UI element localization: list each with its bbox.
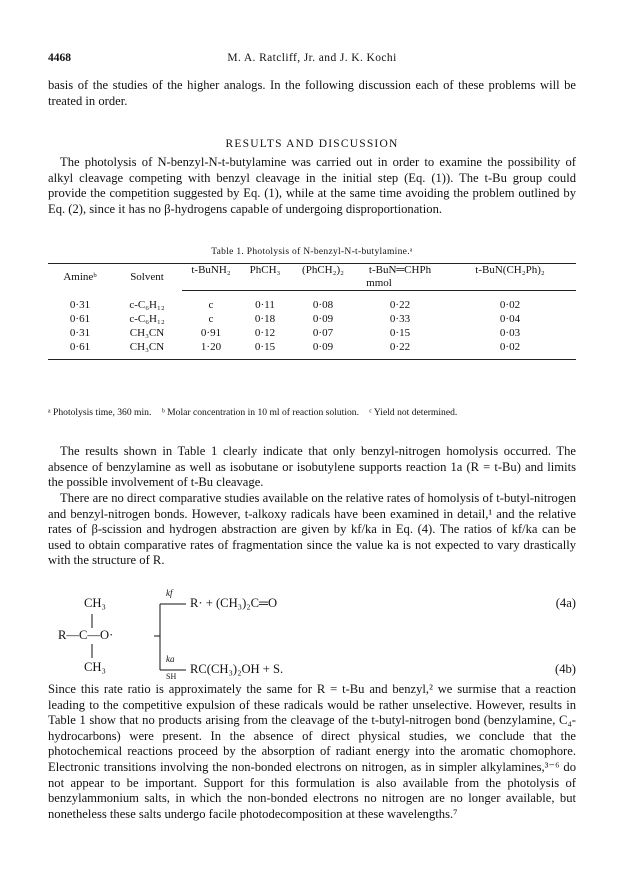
table-cell: 0·02	[444, 340, 576, 360]
equation-4a: (4a)	[555, 596, 576, 610]
table-cell: 0·07	[312, 327, 334, 339]
section-title: RESULTS AND DISCUSSION	[225, 138, 399, 150]
table-cell: 0·12	[254, 327, 276, 339]
table-row	[48, 340, 576, 360]
reaction-scheme	[48, 588, 576, 681]
col-tbunh2: t-BuNH₂	[182, 264, 240, 278]
col-phch2-2: (PhCH₂)₂	[290, 264, 356, 278]
table-cell: 0·22	[356, 340, 444, 360]
table-cell: 0·31	[69, 327, 91, 339]
table-cell: 0·15	[389, 327, 411, 339]
table-cell: 0·08	[312, 299, 334, 311]
table-cell: 0·61	[48, 340, 112, 360]
alkoxy-radical: R—C—O·	[58, 628, 114, 642]
equation-4b: (4b)	[555, 662, 576, 676]
paragraph-photolysis: The photolysis of N-benzyl-N-t-butylamine was carried out in order to examine the possibility of alkyl cleavage competing with benzyl cleavage in the initial step (Eq. (1)). The t-Bu group could provide the competition suggested by Eq. (1), while at the same time avoiding the problem outlined by Eq. (2), since it has no β-hydrogens capable of undergoing disproportionation.	[48, 155, 576, 216]
intro-paragraph: basis of the studies of the higher analogs. In the following discussion each of these problems will be treated in order.	[48, 78, 576, 108]
footnote-b: ᵇ Molar concentration in 10 ml of reaction solution.	[161, 407, 359, 418]
footnote-a: ᵃ Photolysis time, 360 min.	[48, 407, 152, 418]
paragraph-results: The results shown in Table 1 clearly indicate that only benzyl-nitrogen homolysis occurred. The absence of benzylamine as well as isobutane or isobutylene supports reaction 1a (R = t-Bu) and limits the possible involvement of t-Bu cleavage.	[48, 444, 576, 490]
top-methyl: CH₃	[84, 596, 106, 610]
table-cell: CH₃CN	[129, 327, 165, 339]
col-dibenzylamine: t-BuN(CH₂Ph)₂	[444, 264, 576, 278]
table-row	[48, 326, 576, 340]
table-cell: c	[208, 313, 214, 325]
table-cell: 0·03	[499, 327, 521, 339]
table-caption: Table 1. Photolysis of N-benzyl-N-t-butylamine.ᵃ	[211, 247, 413, 257]
table-cell: 0·11	[255, 299, 275, 311]
table-cell: 0·04	[499, 313, 521, 325]
table-row	[48, 312, 576, 326]
table-cell: c-C₆H₁₂	[129, 298, 165, 311]
table-cell: 1·20	[182, 340, 240, 360]
table-cell: 0·02	[499, 299, 521, 311]
table-cell: 0·22	[389, 299, 411, 311]
rate-constant-a: ka	[166, 654, 175, 664]
rate-constant-f: kf	[166, 588, 173, 598]
table-row	[48, 291, 576, 313]
running-title: M. A. Ratcliff, Jr. and J. K. Kochi	[227, 52, 397, 64]
table-cell: CH₃CN	[112, 340, 182, 360]
col-amine: Amineᵇ	[48, 264, 112, 291]
page-number: 4468	[48, 52, 71, 64]
table-cell: 0·91	[200, 327, 222, 339]
table-cell: 0·09	[290, 340, 356, 360]
results-table	[48, 263, 576, 360]
table-cell: 0·33	[389, 313, 411, 325]
col-phch3: PhCH₃	[240, 264, 290, 278]
bottom-methyl: CH₃	[84, 660, 106, 674]
table-header-row	[48, 264, 576, 278]
col-solvent: Solvent	[112, 264, 182, 291]
table-cell: 0·18	[254, 313, 276, 325]
table-cell: 0·09	[312, 313, 334, 325]
product-4b: RC(CH₃)₂OH + S.	[190, 662, 284, 676]
rate-constant-a-sub: SH	[166, 672, 177, 681]
page-header	[48, 52, 576, 68]
col-imine: t-BuN═CHPh	[356, 264, 444, 278]
table-cell: 0·31	[69, 298, 91, 311]
table-cell: c	[208, 299, 214, 311]
table-cell: 0·61	[69, 313, 91, 325]
product-4a: R· + (CH₃)₂C═O	[190, 596, 278, 610]
scheme-bonds	[48, 594, 576, 680]
paragraph-discussion: Since this rate ratio is approximately the same for R = t-Bu and benzyl,² we surmise that a reaction leading to the competitive expulsion of these radicals would be rather unselective. However, results in Table 1 show that no products arising from the cleavage of the t-butyl-nitrogen bond (benzylamine, C₄-hydrocarbons) were present. In the absence of direct physical studies, we conclude that the photochemical reactions proceed by the absorption of radiant energy into the aromatic chomophore. Electronic transitions involving the non-bonded electrons on nitrogen, as in simpler alkylamines,³⁻⁶ do not appear to be important. Support for this formulation is also available from the photolysis of benzylammonium salts, in which the non-bonded electrons no nitrogen are no longer available, but nonetheless these salts undergo facile photodecomposition at these wavelengths.⁷	[48, 682, 576, 821]
paragraph-rates: There are no direct comparative studies available on the relative rates of homolysis of t-butyl-nitrogen and benzyl-nitrogen bonds. However, t-alkoxy radicals have been examined in detail,¹ and the relative rates of β-scission and hydrogen abstraction are given by kf/ka in Eq. (4). The ratios of kf/ka can be used to obtain comparative rates of fragmentation since the value ka is not expected to vary drastically with the structure of R.	[48, 491, 576, 568]
table-cell: c-C₆H₁₂	[129, 313, 165, 325]
footnote-c: ᶜ Yield not determined.	[369, 407, 458, 418]
table-footnotes	[48, 407, 576, 418]
unit-label: mmol	[182, 277, 576, 291]
table-cell: 0·15	[240, 340, 290, 360]
